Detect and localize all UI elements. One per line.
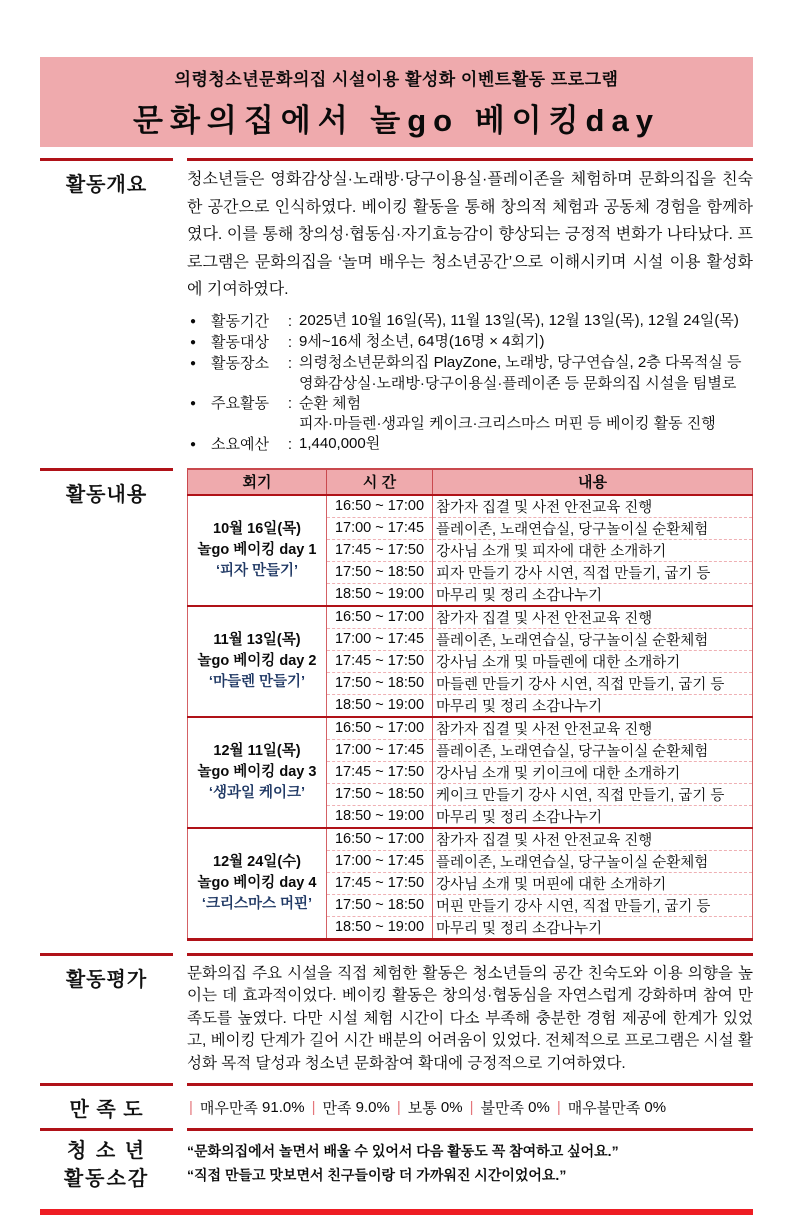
content-cell: 플레이존, 노래연습실, 당구놀이실 순환체험 bbox=[433, 850, 753, 872]
session-cell bbox=[188, 495, 327, 606]
bullet-marker-icon: ● bbox=[190, 336, 197, 348]
session-theme: ‘크리스마스 머핀’ bbox=[201, 895, 313, 912]
evaluation-content bbox=[187, 953, 753, 1084]
content-cell: 플레이존, 노래연습실, 당구놀이실 순환체험 bbox=[433, 739, 753, 761]
content-cell: 참가자 집결 및 사전 안전교육 진행 bbox=[436, 499, 653, 516]
time-cell: 18:50 ~ 19:00 bbox=[327, 916, 433, 939]
content-cell: 마무리 및 정리 소감나누기 bbox=[433, 694, 753, 717]
section-evaluation bbox=[40, 953, 753, 1084]
time-cell: 16:50 ~ 17:00 bbox=[327, 495, 433, 518]
satisfaction-separator: | bbox=[311, 1099, 316, 1116]
session-date: 12월 24일(수) bbox=[213, 853, 301, 870]
bullet-value-line: 9세~16세 청소년, 64명(16명 × 4회기) bbox=[299, 333, 545, 350]
satisfaction-label-column bbox=[40, 1083, 173, 1131]
content-cell: 참가자 집결 및 사전 안전교육 진행 bbox=[436, 610, 653, 627]
bullet-value bbox=[299, 332, 753, 352]
session-day: 놀go 베이킹 day 4 bbox=[197, 874, 317, 891]
youth-quote: “문화의집에서 놀면서 배울 수 있어서 다음 활동도 꼭 참여하고 싶어요.” bbox=[187, 1143, 619, 1159]
satisfaction-item-value: 0% bbox=[440, 1099, 463, 1116]
satisfaction-item-name: 매우불만족 bbox=[567, 1100, 641, 1117]
program-subtitle: 의령청소년문화의집 시설이용 활성화 이벤트활동 프로그램 bbox=[174, 69, 619, 89]
time-cell: 17:45 ~ 17:50 bbox=[327, 761, 433, 783]
bullet-value bbox=[299, 374, 753, 434]
youth-quote: “직접 만들고 맛보면서 친구들이랑 더 가까워진 시간이었어요.” bbox=[187, 1167, 567, 1183]
bullet-marker-icon: ● bbox=[190, 315, 197, 327]
impressions-content bbox=[187, 1133, 753, 1193]
content-cell: 마들렌 만들기 강사 시연, 직접 만들기, 굽기 등 bbox=[433, 672, 753, 694]
schedule-content bbox=[187, 468, 753, 941]
satisfaction-item-name: 만족 bbox=[322, 1100, 352, 1117]
session-date: 11월 13일(목) bbox=[213, 631, 301, 648]
overview-bullet-item bbox=[187, 374, 753, 434]
overview-paragraph: 청소년들은 영화감상실·노래방·당구이용실·플레이존을 체험하며 문화의집을 친숙한 공간으로 인식하였다. 베이킹 활동을 통해 창의적 체험과 공동체 경험을 함께하였다. 이를 통해 창의성·협동심·자기효능감이 향상되는 긍정적 변화가 나타났다. 프로그램은 문화의집을 ‘놀며 배우는 청소년공간’으로 이해시키며 시설 이용 활성화에 기여하였다. bbox=[187, 171, 753, 298]
bullet-value bbox=[299, 311, 753, 331]
schedule-block bbox=[188, 717, 753, 828]
document-page bbox=[0, 57, 793, 1190]
session-theme: ‘생과일 케이크’ bbox=[208, 784, 306, 801]
column-header-session: 회기 bbox=[188, 469, 327, 495]
time-cell: 17:45 ~ 17:50 bbox=[327, 539, 433, 561]
overview-bullet-item bbox=[187, 353, 753, 374]
time-cell: 17:00 ~ 17:45 bbox=[327, 517, 433, 539]
session-date: 10월 16일(목) bbox=[213, 520, 301, 537]
content-cell: 강사님 소개 및 머핀에 대한 소개하기 bbox=[433, 872, 753, 894]
section-impressions bbox=[40, 1133, 753, 1193]
session-theme: ‘피자 만들기’ bbox=[215, 562, 299, 579]
session-theme: ‘마들렌 만들기’ bbox=[208, 673, 306, 690]
schedule-section-label: 활동내용 bbox=[65, 483, 148, 506]
content-cell: 플레이존, 노래연습실, 당구놀이실 순환체험 bbox=[433, 517, 753, 539]
program-title: 문화의집에서 놀go 베이킹day bbox=[133, 102, 660, 138]
time-cell: 16:50 ~ 17:00 bbox=[327, 717, 433, 740]
bullet-label: 활동장소 bbox=[211, 354, 269, 372]
content-cell: 참가자 집결 및 사전 안전교육 진행 bbox=[436, 721, 653, 738]
session-day: 놀go 베이킹 day 2 bbox=[197, 652, 317, 669]
schedule-label-column bbox=[40, 468, 173, 941]
content-cell: 참가자 집결 및 사전 안전교육 진행 bbox=[436, 832, 653, 849]
time-cell: 18:50 ~ 19:00 bbox=[327, 694, 433, 717]
schedule-row bbox=[188, 828, 753, 851]
bullet-colon: : bbox=[287, 333, 293, 351]
schedule-block bbox=[188, 828, 753, 940]
column-header-content: 내용 bbox=[433, 469, 753, 495]
bullet-colon: : bbox=[287, 354, 293, 372]
satisfaction-item-value: 91.0% bbox=[262, 1099, 305, 1116]
schedule-table bbox=[187, 468, 753, 941]
bullet-value-line: 2025년 10월 16일(목), 11월 13일(목), 12월 13일(목), 12월 24일(목) bbox=[299, 312, 739, 329]
content-cell: 강사님 소개 및 피자에 대한 소개하기 bbox=[433, 539, 753, 561]
time-cell: 17:45 ~ 17:50 bbox=[327, 650, 433, 672]
satisfaction-item-name: 매우만족 bbox=[199, 1100, 258, 1117]
time-cell: 17:00 ~ 17:45 bbox=[327, 850, 433, 872]
schedule-row bbox=[188, 717, 753, 740]
impressions-label-column bbox=[40, 1133, 173, 1193]
session-cell bbox=[188, 717, 327, 828]
satisfaction-values bbox=[187, 1093, 666, 1124]
bullet-label: 주요활동 bbox=[211, 395, 269, 412]
schedule-block bbox=[188, 495, 753, 606]
satisfaction-item-value: 9.0% bbox=[355, 1099, 390, 1116]
session-day: 놀go 베이킹 day 3 bbox=[197, 763, 317, 780]
content-cell: 마무리 및 정리 소감나누기 bbox=[433, 583, 753, 606]
time-cell: 17:50 ~ 18:50 bbox=[327, 672, 433, 694]
content-cell: 플레이존, 노래연습실, 당구놀이실 순환체험 bbox=[433, 628, 753, 650]
time-cell: 17:50 ~ 18:50 bbox=[327, 783, 433, 805]
section-schedule bbox=[40, 468, 753, 941]
content-cell: 마무리 및 정리 소감나누기 bbox=[433, 805, 753, 828]
bullet-value bbox=[299, 434, 753, 454]
schedule-table-header bbox=[188, 469, 753, 495]
bullet-marker-icon: ● bbox=[190, 357, 197, 369]
time-cell: 17:50 ~ 18:50 bbox=[327, 561, 433, 583]
satisfaction-separator: | bbox=[556, 1099, 561, 1116]
satisfaction-separator: | bbox=[396, 1099, 401, 1116]
satisfaction-section-label: 만 족 도 bbox=[69, 1099, 144, 1121]
bullet-marker-icon: ● bbox=[190, 438, 197, 450]
bullet-value-line: 영화감상실·노래방·당구이용실·플레이존 등 문화의집 시설을 팀별로 순환 체험 bbox=[299, 374, 737, 412]
time-cell: 17:00 ~ 17:45 bbox=[327, 628, 433, 650]
time-cell: 17:50 ~ 18:50 bbox=[327, 894, 433, 916]
bullet-colon: : bbox=[287, 435, 293, 453]
bullet-label: 활동기간 bbox=[211, 312, 269, 330]
content-cell: 케이크 만들기 강사 시연, 직접 만들기, 굽기 등 bbox=[433, 783, 753, 805]
satisfaction-item-value: 0% bbox=[644, 1099, 667, 1116]
evaluation-paragraph: 문화의집 주요 시설을 직접 체험한 활동은 청소년들의 공간 친숙도와 이용 의향을 높이는 데 효과적이었다. 베이킹 활동은 창의성·협동심을 자연스럽게 강화하며 참여 만족도를 높였다. 다만 시설 체험 시간이 다소 부족해 충분한 경험 제공에 한계가 있었고, 베이킹 단계가 길어 시간 배분의 어려움이 있었다. 전체적으로 프로그램은 시설 활성화 목적 달성과 청소년 문화참여 확대에 긍정적으로 기여하였다. bbox=[187, 964, 753, 1072]
bullet-value-line: 의령청소년문화의집 PlayZone, 노래방, 당구연습실, 2층 다목적실 등 bbox=[299, 354, 742, 371]
bullet-value-line: 1,440,000원 bbox=[299, 435, 381, 452]
overview-bullet-item bbox=[187, 332, 753, 353]
content-cell: 마무리 및 정리 소감나누기 bbox=[433, 916, 753, 939]
bullet-colon: : bbox=[287, 395, 293, 412]
schedule-block bbox=[188, 606, 753, 717]
session-date: 12월 11일(목) bbox=[213, 742, 301, 759]
satisfaction-item-name: 보통 bbox=[407, 1100, 437, 1117]
bottom-divider-bar bbox=[40, 1209, 753, 1215]
column-header-time: 시 간 bbox=[327, 469, 433, 495]
session-cell bbox=[188, 606, 327, 717]
content-cell: 머핀 만들기 강사 시연, 직접 만들기, 굽기 등 bbox=[433, 894, 753, 916]
satisfaction-separator: | bbox=[189, 1099, 193, 1116]
satisfaction-separator: | bbox=[469, 1099, 474, 1116]
session-cell bbox=[188, 828, 327, 940]
content-cell: 강사님 소개 및 마들렌에 대한 소개하기 bbox=[433, 650, 753, 672]
impressions-label-line2: 활동소감 bbox=[63, 1168, 150, 1190]
overview-bullet-list bbox=[187, 311, 753, 455]
overview-bullet-item bbox=[187, 434, 753, 455]
section-overview bbox=[40, 158, 753, 455]
bullet-marker-icon: ● bbox=[190, 398, 197, 409]
session-day: 놀go 베이킹 day 1 bbox=[197, 541, 317, 558]
title-banner bbox=[40, 57, 753, 147]
time-cell: 18:50 ~ 19:00 bbox=[327, 583, 433, 606]
evaluation-label-column bbox=[40, 953, 173, 1084]
overview-bullet-item bbox=[187, 311, 753, 332]
satisfaction-content bbox=[187, 1083, 753, 1131]
overview-section-label: 활동개요 bbox=[65, 174, 148, 196]
time-cell: 17:00 ~ 17:45 bbox=[327, 739, 433, 761]
bullet-colon: : bbox=[287, 312, 293, 330]
bullet-value-line: 피자·마들렌·생과일 케이크·크리스마스 머핀 등 베이킹 활동 진행 bbox=[299, 414, 716, 432]
time-cell: 16:50 ~ 17:00 bbox=[327, 828, 433, 851]
satisfaction-item-name: 불만족 bbox=[480, 1100, 524, 1117]
schedule-row bbox=[188, 606, 753, 629]
content-cell: 강사님 소개 및 키이크에 대한 소개하기 bbox=[433, 761, 753, 783]
overview-content bbox=[187, 158, 753, 455]
overview-label-column bbox=[40, 158, 173, 455]
time-cell: 17:45 ~ 17:50 bbox=[327, 872, 433, 894]
section-satisfaction bbox=[40, 1083, 753, 1131]
bullet-label: 소요예산 bbox=[211, 435, 269, 453]
evaluation-section-label: 활동평가 bbox=[65, 968, 148, 991]
time-cell: 16:50 ~ 17:00 bbox=[327, 606, 433, 629]
bullet-label: 활동대상 bbox=[211, 333, 269, 351]
schedule-row bbox=[188, 495, 753, 518]
impressions-label-line1: 청 소 년 bbox=[66, 1140, 147, 1162]
satisfaction-item-value: 0% bbox=[528, 1099, 550, 1116]
bullet-value bbox=[299, 353, 753, 373]
content-cell: 피자 만들기 강사 시연, 직접 만들기, 굽기 등 bbox=[433, 561, 753, 583]
time-cell: 18:50 ~ 19:00 bbox=[327, 805, 433, 828]
